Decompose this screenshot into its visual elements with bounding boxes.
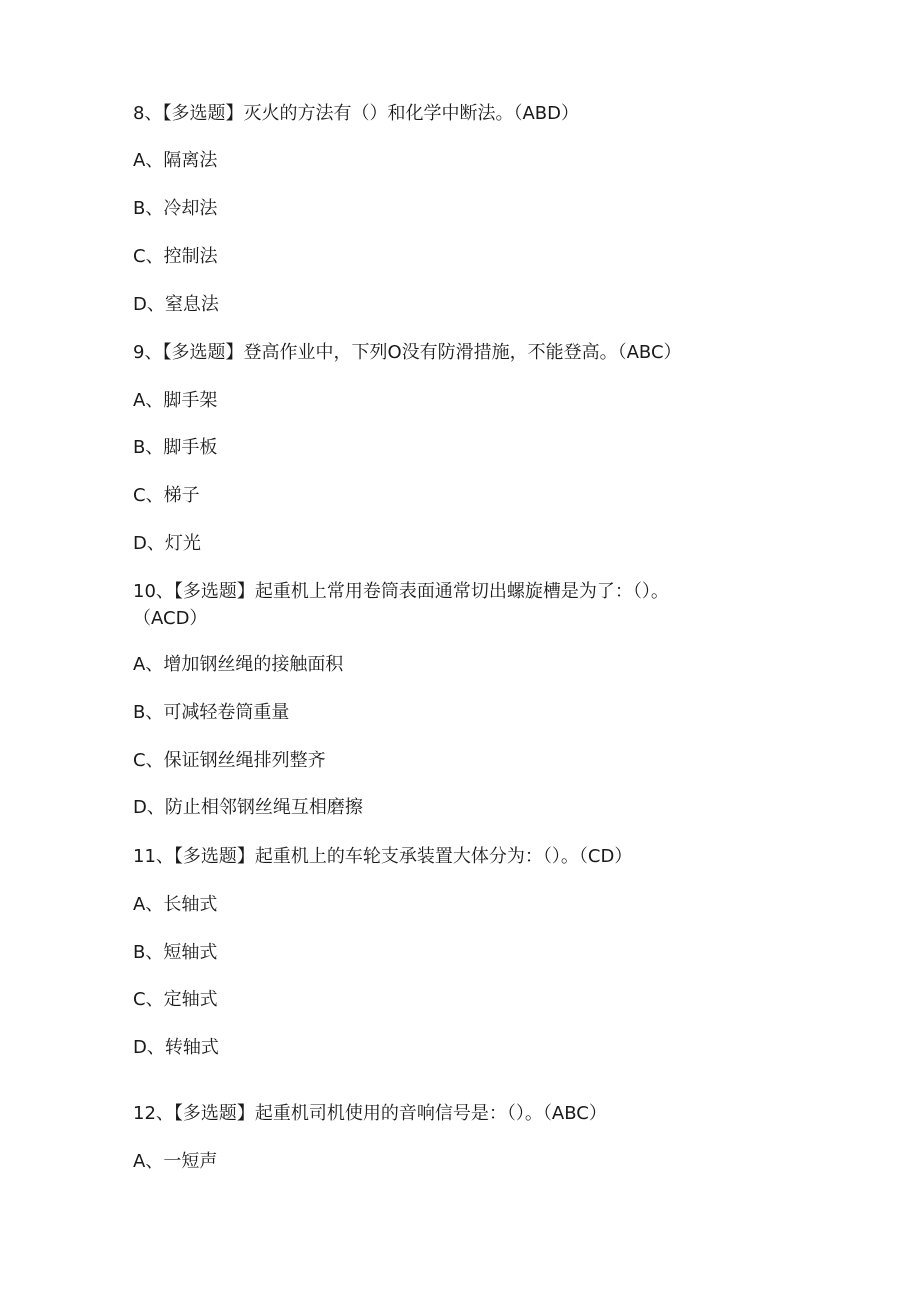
question-11-option-d: D、转轴式 <box>133 1037 219 1058</box>
question-11-stem: 11、【多选题】起重机上的车轮支承装置大体分为：（）。（CD） <box>133 846 633 867</box>
question-11-option-a: A、长轴式 <box>133 894 218 915</box>
question-8-option-d: D、窒息法 <box>133 294 219 315</box>
question-10-option-d: D、防止相邻钢丝绳互相磨擦 <box>133 797 363 818</box>
question-11-option-c: C、定轴式 <box>133 989 218 1010</box>
question-8-option-c: C、控制法 <box>133 246 218 267</box>
question-8-option-a: A、隔离法 <box>133 150 218 171</box>
question-9-option-b: B、脚手板 <box>133 437 218 458</box>
question-9-option-a: A、脚手架 <box>133 390 218 411</box>
question-10-stem-line-1: 10、【多选题】起重机上常用卷筒表面通常切出螺旋槽是为了：（）。 <box>133 581 669 602</box>
question-11-option-b: B、短轴式 <box>133 942 218 963</box>
question-8-option-b: B、冷却法 <box>133 198 218 219</box>
question-10-option-a: A、增加钢丝绳的接触面积 <box>133 654 344 675</box>
question-10-option-c: C、保证钢丝绳排列整齐 <box>133 750 326 771</box>
question-8-stem: 8、【多选题】灭火的方法有（）和化学中断法。（ABD） <box>133 103 579 124</box>
question-10-option-b: B、可减轻卷筒重量 <box>133 702 290 723</box>
question-9-option-c: C、梯子 <box>133 485 200 506</box>
question-9-stem: 9、【多选题】登高作业中，下列O没有防滑措施，不能登高。（ABC） <box>133 342 682 363</box>
question-9-option-d: D、灯光 <box>133 533 201 554</box>
question-12-stem: 12、【多选题】起重机司机使用的音响信号是：（）。（ABC） <box>133 1103 607 1124</box>
question-10-stem-line-2: （ACD） <box>133 608 208 629</box>
question-12-option-a: A、一短声 <box>133 1151 218 1172</box>
